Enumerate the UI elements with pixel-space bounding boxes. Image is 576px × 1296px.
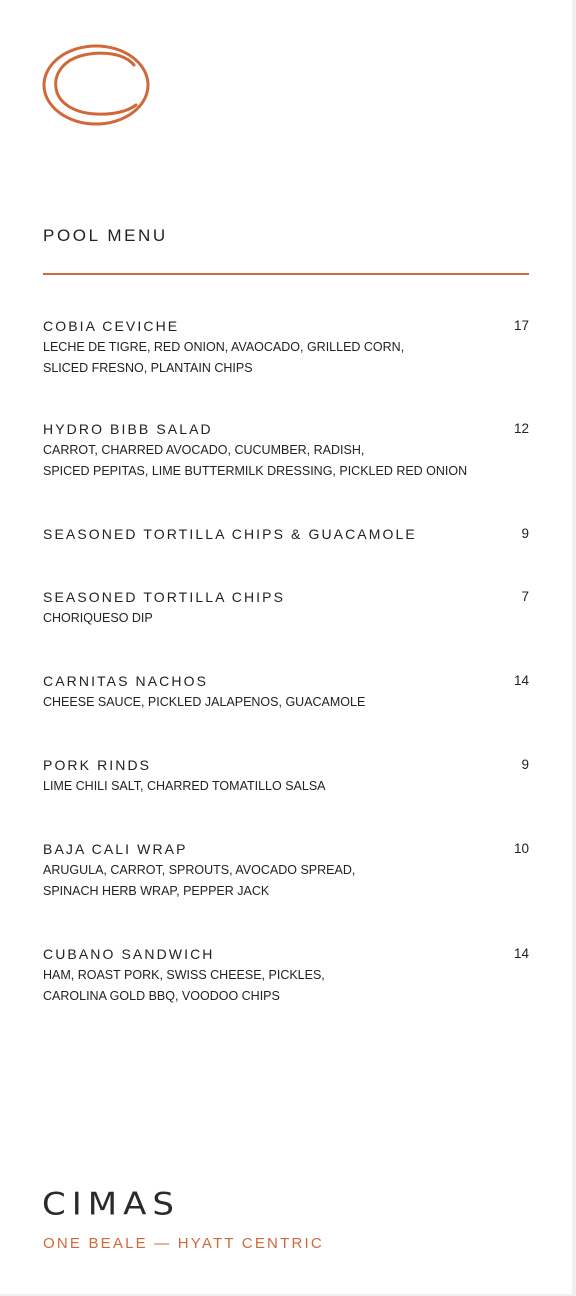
menu-item bbox=[43, 525, 529, 543]
menu-item bbox=[43, 945, 529, 1006]
item-name: PORK RINDS bbox=[43, 757, 152, 773]
menu-item bbox=[43, 672, 529, 713]
item-price: 9 bbox=[521, 526, 529, 541]
item-name: COBIA CEVICHE bbox=[43, 318, 180, 334]
item-price: 14 bbox=[513, 946, 529, 961]
item-price: 17 bbox=[513, 318, 529, 333]
c-circle-logo-icon bbox=[42, 43, 152, 134]
item-price: 12 bbox=[513, 421, 529, 436]
brand-tagline: ONE BEALE — HYATT CENTRIC bbox=[43, 1235, 324, 1252]
item-description: CARROT, CHARRED AVOCADO, CUCUMBER, RADISH, SPICED PEPITAS, LIME BUTTERMILK DRESSING, PICKLED RED ONION bbox=[43, 443, 468, 478]
item-price: 14 bbox=[513, 673, 529, 688]
item-name: SEASONED TORTILLA CHIPS bbox=[43, 589, 286, 605]
item-description: LECHE DE TIGRE, RED ONION, AVAOCADO, GRILLED CORN, SLICED FRESNO, PLANTAIN CHIPS bbox=[43, 340, 405, 375]
item-name: CARNITAS NACHOS bbox=[43, 673, 209, 689]
divider bbox=[43, 273, 529, 275]
item-price: 9 bbox=[521, 757, 529, 772]
item-price: 7 bbox=[521, 589, 529, 604]
item-price: 10 bbox=[513, 841, 529, 856]
item-description: LIME CHILI SALT, CHARRED TOMATILLO SALSA bbox=[43, 779, 326, 793]
item-description: ARUGULA, CARROT, SPROUTS, AVOCADO SPREAD, SPINACH HERB WRAP, PEPPER JACK bbox=[43, 863, 356, 898]
menu-item bbox=[43, 420, 529, 481]
menu-item bbox=[43, 840, 529, 901]
item-description: CHEESE SAUCE, PICKLED JALAPENOS, GUACAMOLE bbox=[43, 695, 366, 709]
item-name: CUBANO SANDWICH bbox=[43, 946, 215, 962]
item-description: HAM, ROAST PORK, SWISS CHEESE, PICKLES, CAROLINA GOLD BBQ, VOODOO CHIPS bbox=[43, 968, 325, 1003]
item-name: BAJA CALI WRAP bbox=[43, 841, 188, 857]
menu-item bbox=[43, 588, 529, 629]
item-name: HYDRO BIBB SALAD bbox=[43, 421, 213, 437]
menu-item bbox=[43, 317, 529, 378]
brand-wordmark: CIMAS bbox=[42, 1186, 180, 1223]
item-name: SEASONED TORTILLA CHIPS & GUACAMOLE bbox=[43, 526, 417, 542]
menu-item bbox=[43, 756, 529, 797]
item-description: CHORIQUESO DIP bbox=[43, 611, 153, 625]
menu-title: POOL MENU bbox=[43, 226, 168, 245]
